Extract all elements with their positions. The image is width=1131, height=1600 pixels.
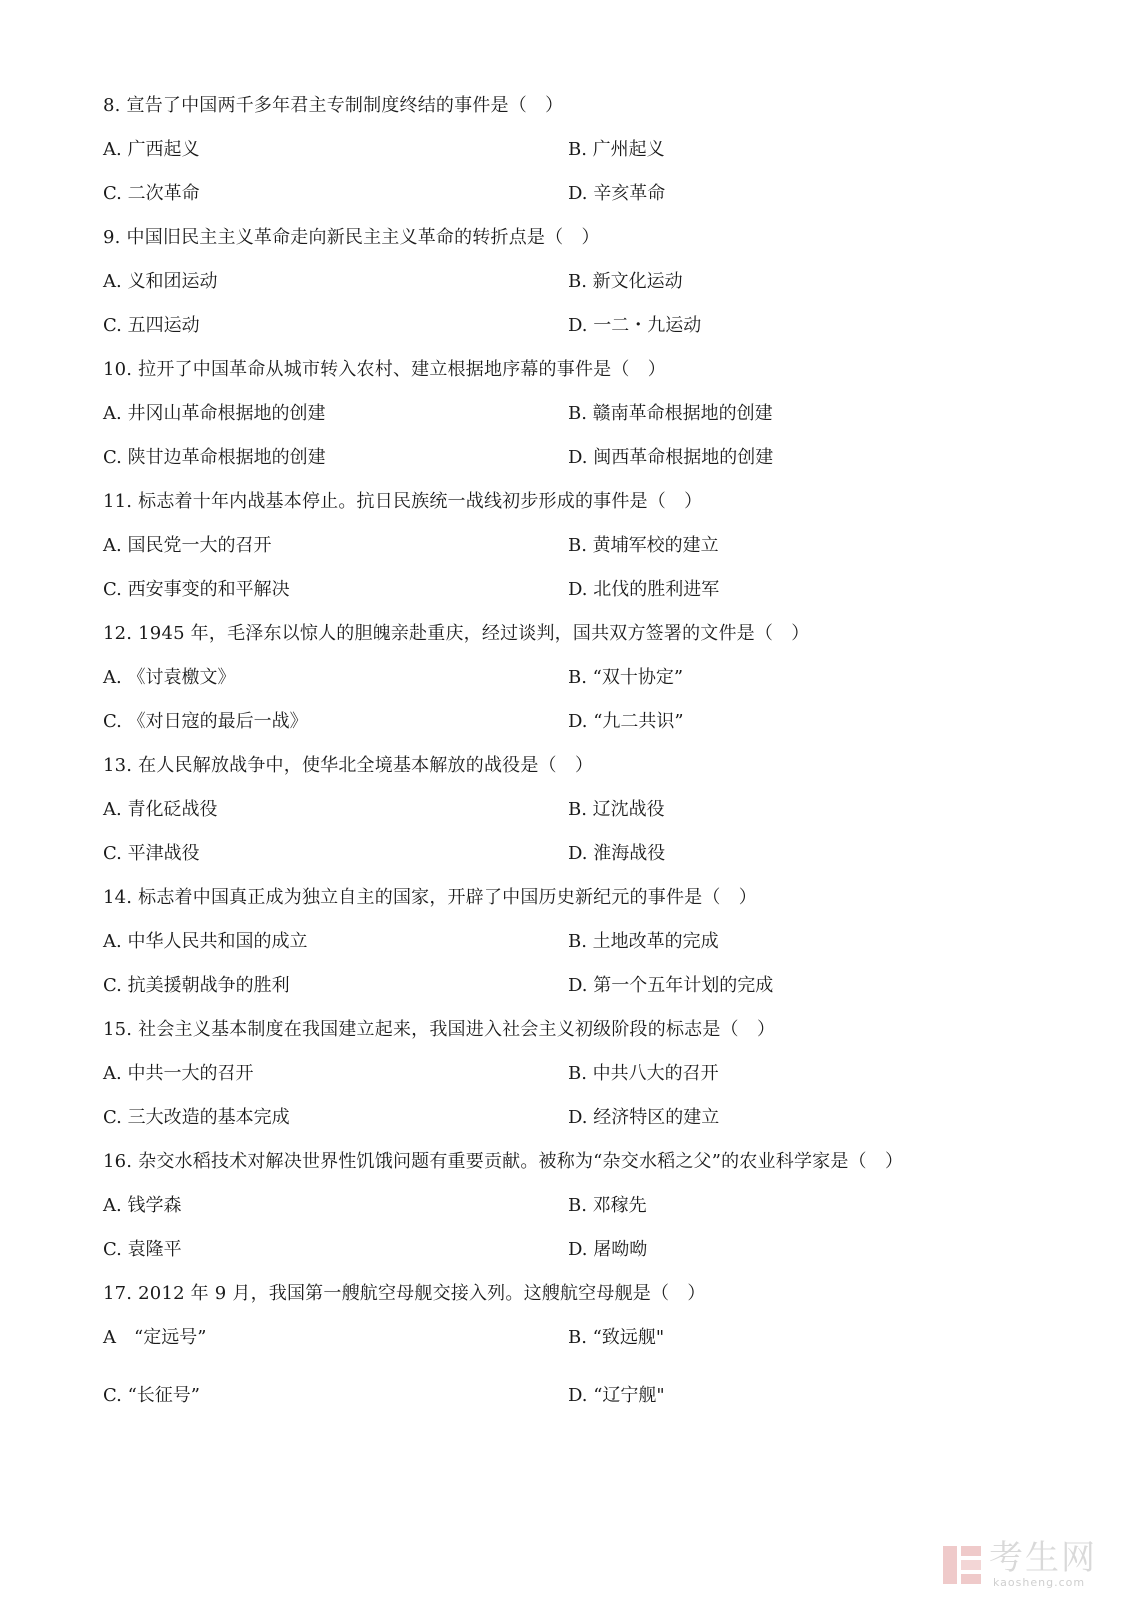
option-b: B. “致远舰" — [568, 1327, 665, 1348]
option-a: A. 中共一大的召开 — [103, 1063, 254, 1084]
kaosheng-logo-icon — [941, 1544, 983, 1586]
option-row — [103, 840, 1063, 884]
question-16 — [103, 1148, 1063, 1280]
option-row — [103, 796, 1063, 840]
option-a: A “定远号” — [103, 1327, 207, 1348]
option-c: C. 袁隆平 — [103, 1239, 182, 1260]
option-a: A. 国民党一大的召开 — [103, 535, 272, 556]
option-d: D. 屠呦呦 — [568, 1239, 648, 1260]
option-a: A. 青化砭战役 — [103, 799, 218, 820]
option-d: D. “辽宁舰" — [568, 1385, 665, 1406]
option-d: D. 一二・九运动 — [568, 315, 702, 336]
option-c: C. 《对日寇的最后一战》 — [103, 711, 308, 732]
option-c: C. 平津战役 — [103, 843, 200, 864]
option-row — [103, 444, 1063, 488]
watermark — [941, 1536, 1111, 1592]
option-row — [103, 1104, 1063, 1148]
question-13 — [103, 752, 1063, 884]
option-a: A. 钱学森 — [103, 1195, 182, 1216]
question-9 — [103, 224, 1063, 356]
question-stem: 9. 中国旧民主主义革命走向新民主主义革命的转折点是（ ） — [103, 227, 600, 248]
option-row — [103, 664, 1063, 708]
question-14 — [103, 884, 1063, 1016]
option-row — [103, 576, 1063, 620]
option-d: D. 辛亥革命 — [568, 183, 666, 204]
option-row — [103, 312, 1063, 356]
option-row — [103, 532, 1063, 576]
option-d: D. 淮海战役 — [568, 843, 666, 864]
question-15 — [103, 1016, 1063, 1148]
option-c: C. 五四运动 — [103, 315, 200, 336]
option-row — [103, 1060, 1063, 1104]
question-stem: 12. 1945 年，毛泽东以惊人的胆魄亲赴重庆，经过谈判，国共双方签署的文件是（ ） — [103, 623, 810, 644]
option-a: A. 广西起义 — [103, 139, 200, 160]
option-c: C. 陕甘边革命根据地的创建 — [103, 447, 326, 468]
question-stem: 8. 宣告了中国两千多年君主专制制度终结的事件是（ ） — [103, 95, 564, 116]
option-b: B. “双十协定” — [568, 667, 684, 688]
option-row — [103, 1236, 1063, 1280]
question-stem: 16. 杂交水稻技术对解决世界性饥饿问题有重要贡献。被称为“杂交水稻之父”的农业科学家是（ ） — [103, 1151, 904, 1172]
option-c: C. 二次革命 — [103, 183, 200, 204]
question-stem: 17. 2012 年 9 月，我国第一艘航空母舰交接入列。这艘航空母舰是（ ） — [103, 1283, 706, 1304]
option-c: C. 抗美援朝战争的胜利 — [103, 975, 290, 996]
option-c: C. 三大改造的基本完成 — [103, 1107, 290, 1128]
watermark-url: kaosheng.com — [993, 1576, 1086, 1589]
option-b: B. 新文化运动 — [568, 271, 683, 292]
option-c: C. “长征号” — [103, 1385, 200, 1406]
option-row — [103, 928, 1063, 972]
question-11 — [103, 488, 1063, 620]
watermark-text: 考生网 — [989, 1538, 1097, 1578]
question-stem: 15. 社会主义基本制度在我国建立起来，我国进入社会主义初级阶段的标志是（ ） — [103, 1019, 776, 1040]
option-row — [103, 1192, 1063, 1236]
question-12 — [103, 620, 1063, 752]
option-b: B. 广州起义 — [568, 139, 665, 160]
option-row — [103, 972, 1063, 1016]
option-d: D. 闽西革命根据地的创建 — [568, 447, 774, 468]
question-stem: 10. 拉开了中国革命从城市转入农村、建立根据地序幕的事件是（ ） — [103, 359, 666, 380]
option-b: B. 中共八大的召开 — [568, 1063, 719, 1084]
option-row — [103, 400, 1063, 444]
option-a: A. 《讨袁檄文》 — [103, 667, 236, 688]
option-a: A. 中华人民共和国的成立 — [103, 931, 308, 952]
option-d: D. 经济特区的建立 — [568, 1107, 720, 1128]
option-row — [103, 180, 1063, 224]
option-a: A. 井冈山革命根据地的创建 — [103, 403, 326, 424]
option-d: D. “九二共识” — [568, 711, 684, 732]
question-list — [103, 92, 1063, 1426]
option-a: A. 义和团运动 — [103, 271, 218, 292]
option-b: B. 邓稼先 — [568, 1195, 647, 1216]
question-10 — [103, 356, 1063, 488]
option-c: C. 西安事变的和平解决 — [103, 579, 290, 600]
option-row — [103, 708, 1063, 752]
question-stem: 14. 标志着中国真正成为独立自主的国家，开辟了中国历史新纪元的事件是（ ） — [103, 887, 757, 908]
option-b: B. 黄埔军校的建立 — [568, 535, 719, 556]
option-row — [103, 1324, 1063, 1382]
question-stem: 11. 标志着十年内战基本停止。抗日民族统一战线初步形成的事件是（ ） — [103, 491, 703, 512]
option-d: D. 第一个五年计划的完成 — [568, 975, 774, 996]
option-d: D. 北伐的胜利进军 — [568, 579, 720, 600]
option-row — [103, 268, 1063, 312]
option-b: B. 土地改革的完成 — [568, 931, 719, 952]
question-stem: 13. 在人民解放战争中，使华北全境基本解放的战役是（ ） — [103, 755, 594, 776]
option-b: B. 赣南革命根据地的创建 — [568, 403, 773, 424]
option-row — [103, 136, 1063, 180]
question-17 — [103, 1280, 1063, 1426]
option-row — [103, 1382, 1063, 1426]
question-8 — [103, 92, 1063, 224]
option-b: B. 辽沈战役 — [568, 799, 665, 820]
